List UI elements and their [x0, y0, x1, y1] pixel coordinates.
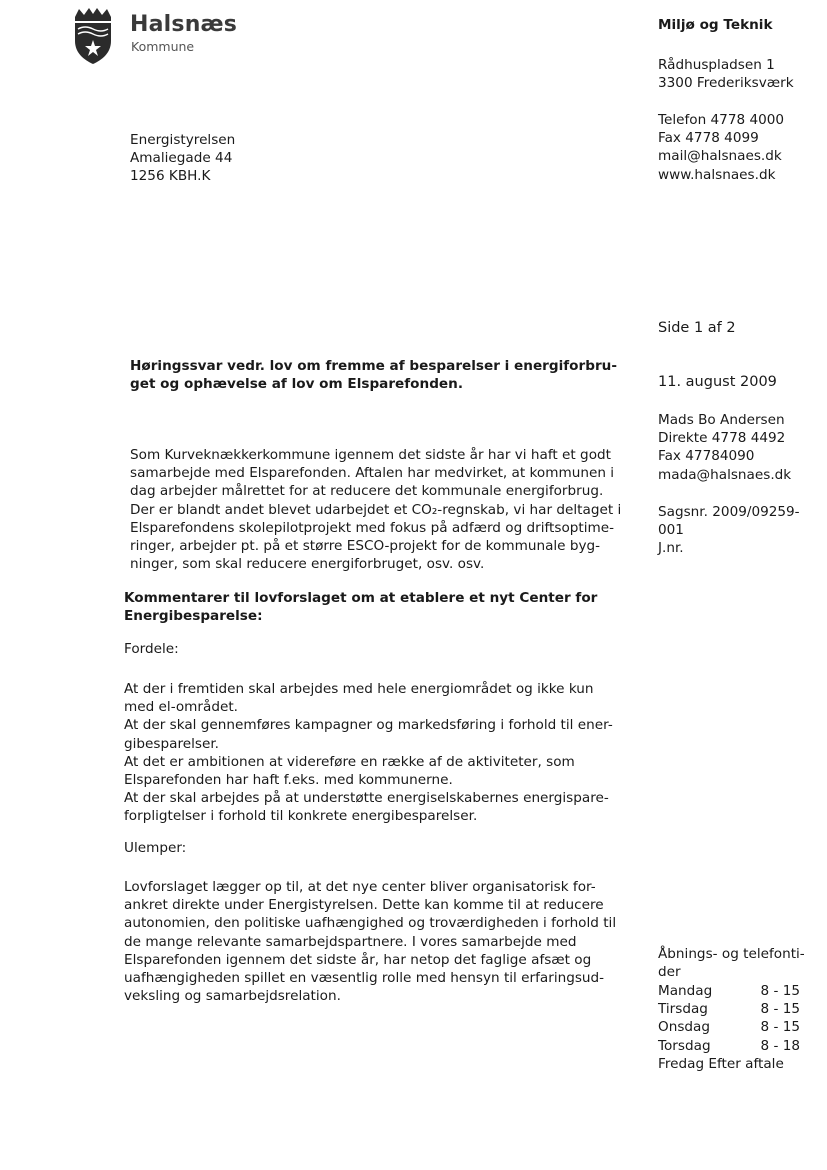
weekday: Onsdag: [658, 1019, 710, 1036]
paragraph-line: ringer, arbejder pt. på et større ESCO-projekt for de kommunale byg-: [130, 538, 601, 555]
heading-line: Energibesparelse:: [124, 608, 263, 625]
opening-hours-row: [658, 1000, 800, 1018]
paragraph-line: autonomien, den politiske uafhængighed og troværdigheden i forhold til: [124, 915, 617, 932]
weekday: Mandag: [658, 983, 713, 999]
page-number: Side 1 af 2: [658, 320, 736, 336]
section-heading: [124, 589, 597, 625]
hours: 8 - 15: [760, 1019, 800, 1036]
disadvantages-paragraph: [124, 878, 616, 1005]
subject-line: get og ophævelse af lov om Elsparefonden.: [130, 376, 463, 393]
paragraph-line: At der i fremtiden skal arbejdes med hele energiområdet og ikke kun: [124, 681, 594, 697]
sender-email: mail@halsnaes.dk: [658, 148, 782, 165]
heading-line: Kommentarer til lovforslaget om at etablere et nyt Center for: [124, 590, 598, 606]
letter-date: 11. august 2009: [658, 374, 777, 390]
recipient-address: [130, 131, 235, 186]
municipal-coat-of-arms-icon: [73, 7, 113, 65]
paragraph-line: Elsparefonden har haft f.eks. med kommunerne.: [124, 772, 453, 789]
paragraph-line: med el-området.: [124, 699, 238, 716]
contact-person: [658, 411, 791, 484]
weekday: Tirsdag: [658, 1001, 708, 1018]
subject-line: Høringssvar vedr. lov om fremme af besparelser i energiforbru-: [130, 358, 617, 374]
paragraph-line: At der skal arbejdes på at understøtte energiselskabernes energispare-: [124, 790, 609, 807]
sender-website: www.halsnaes.dk: [658, 166, 776, 183]
contact-person-phone: Direkte 4778 4492: [658, 430, 786, 447]
contact-person-fax: Fax 47784090: [658, 448, 755, 465]
opening-hours-table: [658, 982, 800, 1073]
hours: 8 - 15: [760, 1001, 800, 1018]
paragraph-line: veksling og samarbejdsrelation.: [124, 988, 341, 1005]
paragraph-line: Der er blandt andet blevet udarbejdet et CO₂-regnskab, vi har deltaget i: [130, 501, 622, 518]
paragraph-line: Elsparefondens skolepilotprojekt med fokus på adfærd og driftsoptime-: [130, 519, 615, 536]
paragraph-line: samarbejde med Elsparefonden. Aftalen har medvirket, at kommunen i: [130, 465, 615, 482]
paragraph-line: At det er ambitionen at videreføre en række af de aktiviteter, som: [124, 753, 575, 770]
weekday: Torsdag: [658, 1037, 711, 1054]
sender-address: [658, 56, 794, 92]
paragraph-line: Som Kurveknækkerkommune igennem det sidste år har vi haft et godt: [130, 447, 611, 463]
paragraph-line: ninger, som skal reducere energiforbruget, osv. osv.: [130, 556, 485, 573]
journal-number: J.nr.: [658, 540, 684, 557]
paragraph-line: Elsparefonden igennem det sidste år, har netop det faglige afsæt og: [124, 951, 592, 968]
disadvantages-label: Ulemper:: [124, 840, 187, 856]
opening-hours-row: [658, 982, 800, 1000]
recipient-line: 1256 KBH.K: [130, 168, 211, 185]
paragraph-line: gibesparelser.: [124, 735, 219, 752]
sender-address-line: 3300 Frederiksværk: [658, 75, 794, 92]
contact-person-email: mada@halsnaes.dk: [658, 466, 792, 483]
sender-fax: Fax 4778 4099: [658, 130, 759, 147]
opening-hours-row: [658, 1018, 800, 1036]
hours: 8 - 18: [760, 1037, 800, 1054]
sender-contact: [658, 111, 784, 184]
advantages-list: [124, 680, 613, 826]
opening-hours-row: [658, 1037, 800, 1055]
contact-person-name: Mads Bo Andersen: [658, 412, 785, 428]
case-number-line: Sagsnr. 2009/09259-: [658, 504, 800, 520]
sender-address-line: Rådhuspladsen 1: [658, 57, 775, 73]
department-name: Miljø og Teknik: [658, 17, 773, 33]
case-number-line: 001: [658, 522, 684, 539]
paragraph-line: Lovforslaget lægger op til, at det nye center bliver organisatorisk for-: [124, 879, 596, 895]
opening-hours-friday: Fredag Efter aftale: [658, 1055, 784, 1072]
paragraph-line: forpligtelser i forhold til konkrete energibesparelser.: [124, 808, 478, 825]
paragraph-line: uafhængigheden spillet en væsentlig rolle med hensyn til erfaringsud-: [124, 970, 605, 987]
paragraph-line: de mange relevante samarbejdspartnere. I vores samarbejde med: [124, 933, 577, 950]
intro-paragraph: [130, 446, 621, 573]
paragraph-line: dag arbejder målrettet for at reducere det kommunale energiforbrug.: [130, 483, 604, 500]
org-name: Halsnæs: [130, 12, 238, 37]
paragraph-line: ankret direkte under Energistyrelsen. Dette kan komme til at reducere: [124, 897, 604, 914]
org-subtitle: Kommune: [131, 39, 195, 54]
recipient-line: Amaliegade 44: [130, 150, 233, 167]
sender-phone: Telefon 4778 4000: [658, 112, 785, 128]
advantages-label: Fordele:: [124, 641, 179, 657]
letter-subject: [130, 357, 617, 393]
case-number: [658, 503, 800, 558]
opening-hours-title: Åbnings- og telefonti-der: [658, 946, 805, 981]
hours: 8 - 15: [760, 983, 800, 999]
recipient-line: Energistyrelsen: [130, 132, 236, 148]
paragraph-line: At der skal gennemføres kampagner og markedsføring i forhold til ener-: [124, 717, 613, 734]
